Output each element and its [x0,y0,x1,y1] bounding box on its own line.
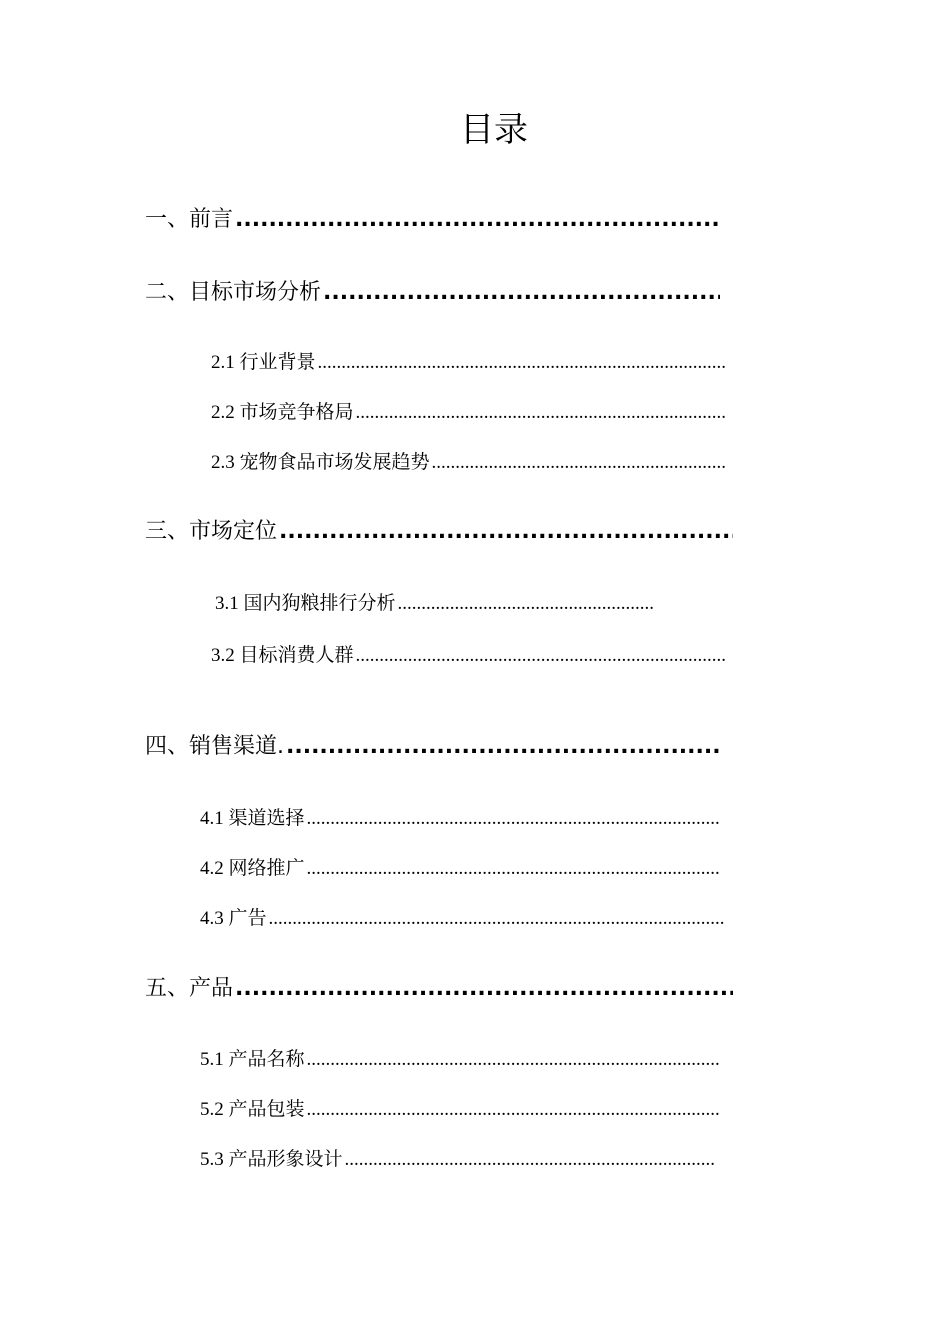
dot-leader [432,450,725,476]
toc-entry-4[interactable] [145,732,722,762]
dot-leader [269,906,725,932]
dot-leader [398,591,655,617]
toc-entry-label: 四、销售渠道. [145,734,284,759]
toc-entry-label: 5.1 产品名称 [200,1049,305,1070]
toc-entry-label: 4.3 广告 [200,908,267,929]
dot-leader [307,856,720,882]
toc-entry-3-2[interactable] [211,643,725,669]
toc-entry-label: 4.1 渠道选择 [200,808,305,829]
dot-leader [307,1097,720,1123]
toc-entry-5-3[interactable] [200,1147,715,1173]
toc-entry-4-1[interactable] [200,806,720,832]
toc-entry-label: 5.3 产品形象设计 [200,1149,343,1170]
toc-entry-label: 五、产品 [145,976,234,1001]
page-title: 目录 [460,110,528,150]
dot-leader [318,350,725,376]
toc-entry-5[interactable] [145,974,733,1004]
toc-entry-label: 二、目标市场分析 [145,280,322,305]
toc-entry-label: 一、前言 [145,207,234,232]
toc-entry-2-2[interactable] [211,400,725,426]
toc-entry-2[interactable] [145,278,720,308]
dot-leader [286,732,722,762]
dot-leader [323,278,720,308]
toc-entry-label: 3.1 国内狗粮排行分析 [215,593,396,614]
toc-entry-4-3[interactable] [200,906,725,932]
dot-leader [235,205,720,235]
dot-leader [279,517,733,547]
dot-leader [307,806,720,832]
toc-entry-3-1[interactable] [215,591,655,617]
toc-entry-3[interactable] [145,517,733,547]
dot-leader [307,1047,720,1073]
toc-entry-label: 4.2 网络推广 [200,858,305,879]
toc-entry-label: 2.2 市场竞争格局 [211,402,354,423]
toc-entry-label: 2.1 行业背景 [211,352,316,373]
toc-entry-label: 三、市场定位 [145,519,278,544]
dot-leader [356,643,725,669]
toc-entry-5-1[interactable] [200,1047,720,1073]
dot-leader [345,1147,715,1173]
toc-entry-2-1[interactable] [211,350,725,376]
toc-entry-label: 3.2 目标消费人群 [211,645,354,666]
dot-leader [235,974,733,1004]
toc-entry-5-2[interactable] [200,1097,720,1123]
toc-entry-2-3[interactable] [211,450,725,476]
dot-leader [356,400,725,426]
toc-entry-1[interactable] [145,205,720,235]
toc-entry-label: 2.3 宠物食品市场发展趋势 [211,452,430,473]
toc-entry-label: 5.2 产品包装 [200,1099,305,1120]
toc-entry-4-2[interactable] [200,856,720,882]
